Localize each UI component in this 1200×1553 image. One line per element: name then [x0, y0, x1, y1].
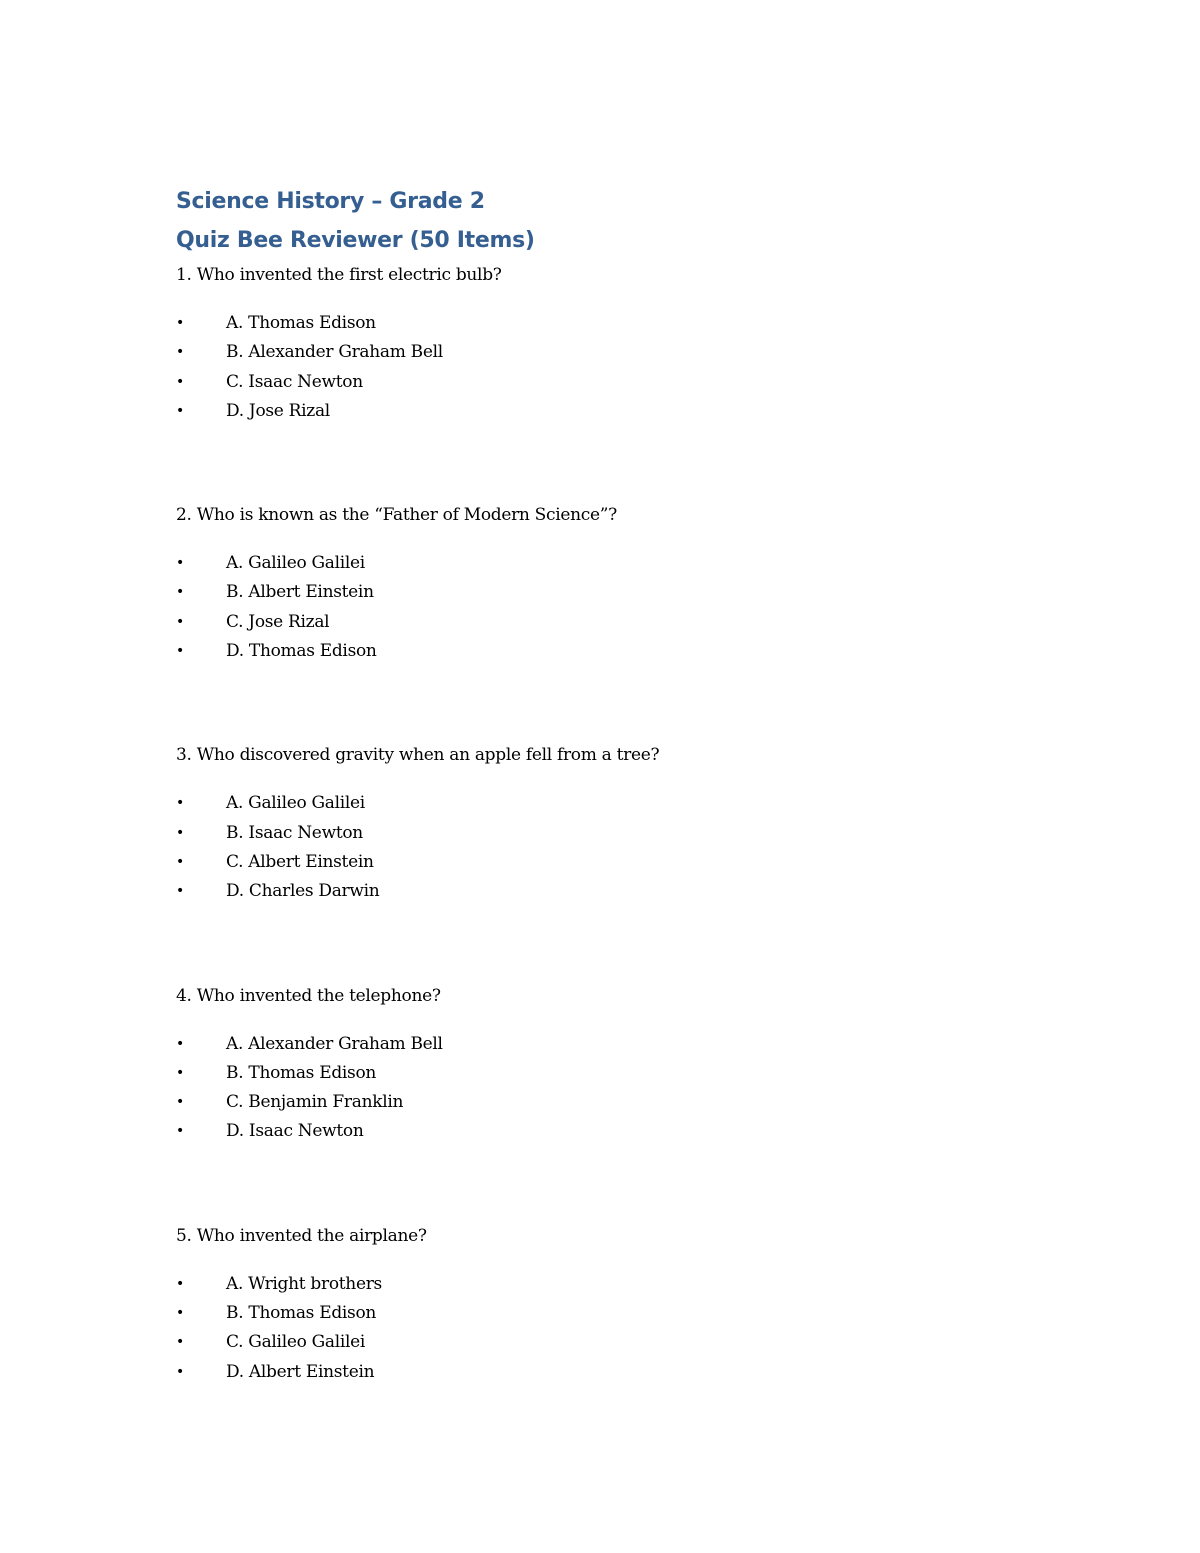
document-subtitle: Quiz Bee Reviewer (50 Items)	[176, 228, 535, 253]
option-text: A. Galileo Galilei	[226, 553, 365, 574]
option-item	[176, 1358, 1076, 1387]
option-item	[176, 309, 1076, 338]
option-text: A. Galileo Galilei	[226, 793, 365, 814]
bullet-icon: •	[176, 1275, 184, 1292]
bullet-icon: •	[176, 883, 184, 900]
option-list	[176, 309, 1076, 426]
option-text: B. Albert Einstein	[226, 582, 374, 603]
question-block-1	[176, 263, 1076, 426]
option-item	[176, 637, 1076, 666]
option-text: B. Thomas Edison	[226, 1303, 377, 1324]
option-item	[176, 338, 1076, 367]
option-item	[176, 1030, 1076, 1059]
bullet-icon: •	[176, 643, 184, 660]
option-item	[176, 789, 1076, 818]
option-text: A. Thomas Edison	[226, 313, 376, 333]
option-item	[176, 1328, 1076, 1357]
question-block-2	[176, 503, 1076, 666]
bullet-icon: •	[176, 344, 184, 361]
option-text: B. Isaac Newton	[226, 822, 363, 843]
bullet-icon: •	[176, 1064, 184, 1081]
option-item	[176, 608, 1076, 637]
question-text: 3. Who discovered gravity when an apple fell from a tree?	[176, 745, 660, 766]
option-list	[176, 1030, 1076, 1147]
option-text: C. Isaac Newton	[226, 371, 363, 392]
option-text: D. Isaac Newton	[226, 1121, 364, 1142]
option-item	[176, 1270, 1076, 1299]
option-item	[176, 397, 1076, 426]
option-item	[176, 368, 1076, 397]
option-item	[176, 549, 1076, 578]
option-item	[176, 578, 1076, 607]
document-body	[176, 188, 1076, 1387]
bullet-icon: •	[176, 1123, 184, 1140]
question-text: 1. Who invented the first electric bulb?	[176, 265, 502, 285]
question-block-4	[176, 984, 1076, 1147]
bullet-icon: •	[176, 373, 184, 390]
option-text: A. Alexander Graham Bell	[226, 1033, 443, 1054]
bullet-icon: •	[176, 1305, 184, 1322]
bullet-icon: •	[176, 824, 184, 841]
option-text: A. Wright brothers	[226, 1273, 382, 1294]
option-item	[176, 877, 1076, 906]
bullet-icon: •	[176, 555, 184, 572]
question-block-3	[176, 743, 1076, 906]
option-text: D. Charles Darwin	[226, 881, 380, 902]
bullet-icon: •	[176, 1035, 184, 1052]
bullet-icon: •	[176, 853, 184, 870]
option-item	[176, 1299, 1076, 1328]
bullet-icon: •	[176, 584, 184, 601]
option-text: D. Thomas Edison	[226, 641, 377, 662]
option-text: C. Galileo Galilei	[226, 1332, 366, 1353]
option-item	[176, 1117, 1076, 1146]
question-text: 4. Who invented the telephone?	[176, 985, 441, 1006]
option-item	[176, 1088, 1076, 1117]
option-text: B. Thomas Edison	[226, 1062, 377, 1083]
bullet-icon: •	[176, 1363, 184, 1380]
option-text: C. Benjamin Franklin	[226, 1092, 404, 1113]
option-item	[176, 848, 1076, 877]
option-text: B. Alexander Graham Bell	[226, 342, 443, 363]
option-text: D. Jose Rizal	[226, 400, 330, 421]
option-text: D. Albert Einstein	[226, 1361, 375, 1382]
option-text: C. Jose Rizal	[226, 611, 330, 632]
bullet-icon: •	[176, 402, 184, 419]
bullet-icon: •	[176, 1094, 184, 1111]
option-list	[176, 789, 1076, 906]
question-block-5	[176, 1224, 1076, 1387]
bullet-icon: •	[176, 795, 184, 812]
option-list	[176, 1270, 1076, 1387]
option-text: C. Albert Einstein	[226, 851, 374, 872]
document-title: Science History – Grade 2	[176, 189, 485, 214]
question-text: 5. Who invented the airplane?	[176, 1225, 427, 1246]
option-list	[176, 549, 1076, 666]
option-item	[176, 819, 1076, 848]
bullet-icon: •	[176, 1334, 184, 1351]
question-text: 2. Who is known as the “Father of Modern Science”?	[176, 505, 617, 526]
bullet-icon: •	[176, 613, 184, 630]
bullet-icon: •	[176, 315, 184, 331]
option-item	[176, 1059, 1076, 1088]
